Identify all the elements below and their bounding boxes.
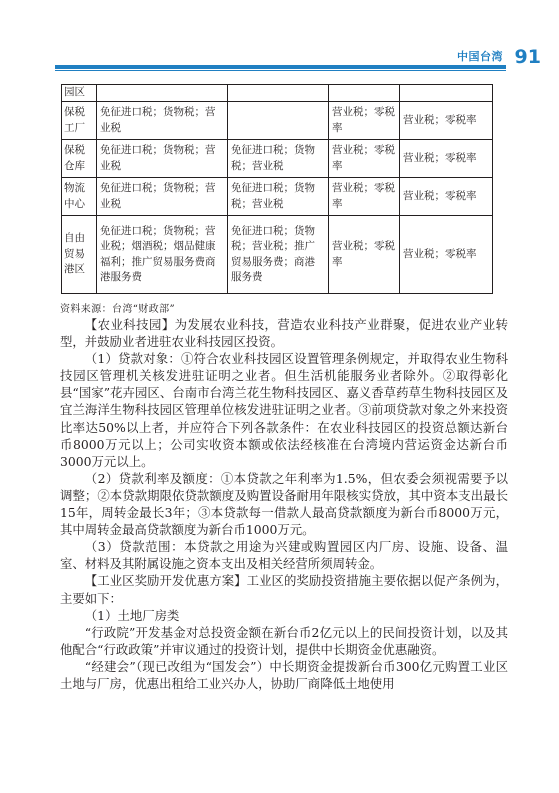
table-cell: 免征进口税；货物税；营业税: [97, 102, 228, 140]
tax-zone-table: [61, 84, 493, 294]
paragraph: 【工业区奖励开发优惠方案】工业区的奖励投资措施主要依据以促产条例为，主要如下：: [60, 573, 508, 606]
paragraph: （2）贷款利率及额度：①本贷款之年利率为1.5%，但农委会须视需要予以调整；②本贷款期限依贷款额度及购置设备耐用年限核实贷放，其中资本支出最长15年，周转金最长3年；③本贷款每一借款人最高贷款额度为新台币8000万元，其中周转金最高贷款额度为新台币1000万元。: [60, 470, 508, 538]
table-row: [62, 102, 493, 140]
table-cell: 免征进口税；货物税；营业税；烟酒税；烟品健康福利；推广贸易服务费商港服务费: [97, 216, 228, 294]
table-cell: 保税仓库: [62, 140, 97, 178]
running-title: 中国台湾: [457, 50, 503, 63]
table-row: [62, 178, 493, 216]
paragraph: （3）贷款范围：本贷款之用途为兴建或购置园区内厂房、设施、设备、温室、材料及其附属设施之资本支出及相关经营所须周转金。: [60, 539, 508, 572]
table-source-note: 资料来源：台湾“财政部”: [60, 304, 176, 315]
table-cell: [329, 85, 400, 102]
table-cell: 园区: [62, 85, 97, 102]
table-cell: 物流中心: [62, 178, 97, 216]
table-cell: 保税工厂: [62, 102, 97, 140]
table-cell: 免征进口税；货物税；营业税: [97, 140, 228, 178]
table-cell: 免征进口税；货物税；营业税: [97, 178, 228, 216]
paragraph: （1）土地厂房类: [84, 607, 180, 623]
table-cell: 营业税；零税率: [329, 216, 400, 294]
table-cell: 营业税；零税率: [400, 140, 493, 178]
table-cell: 营业税；零税率: [329, 102, 400, 140]
table-cell: 营业税；零税率: [329, 140, 400, 178]
table-cell: 营业税；零税率: [400, 216, 493, 294]
header-rule: [55, 65, 506, 69]
table-cell: [228, 102, 329, 140]
table-cell: 营业税；零税率: [400, 102, 493, 140]
table-cell: [228, 85, 329, 102]
header-rule-thin: [55, 70, 506, 71]
body-text: [60, 316, 508, 692]
table-cell: 免征进口税；货物税；营业税；推广贸易服务费；商港服务费: [228, 216, 329, 294]
table-row: [62, 216, 493, 294]
table-cell: 营业税；零税率: [329, 178, 400, 216]
paragraph: “行政院”开发基金对总投资金额在新台币2亿元以上的民间投资计划，以及其他配合“行政政策”并审议通过的投资计划，提供中长期资金优惠融资。: [60, 624, 508, 657]
paragraph: “经建会”（现已改组为“国发会”）中长期资金提拨新台币300亿元购置工业区土地与厂房，优惠出租给工业兴办人，协助厂商降低土地使用: [60, 658, 508, 691]
table-row: [62, 140, 493, 178]
table-cell: [400, 85, 493, 102]
table-cell: 免征进口税；货物税；营业税: [228, 140, 329, 178]
page-number: 91: [514, 46, 541, 68]
page-header: [0, 48, 559, 74]
table-cell: [97, 85, 228, 102]
table-row: [62, 85, 493, 102]
paragraph: 【农业科技园】为发展农业科技，营造农业科技产业群聚，促进农业产业转型，并鼓励业者进驻农业科技园区投资。: [60, 317, 508, 350]
table-cell: 免征进口税；货物税；营业税: [228, 178, 329, 216]
table-cell: 营业税；零税率: [400, 178, 493, 216]
paragraph: （1）贷款对象：①符合农业科技园区设置管理条例规定，并取得农业生物科技园区管理机关核发进驻证明之业者。但生活机能服务业者除外。②取得彰化县“国家”花卉园区、台南市台湾兰花生物科技园区、嘉义香草药草生物科技园区及宜兰海洋生物科技园区管理单位核发进驻证明之业者。③前项贷款对象之外来投资比率达50%以上者，并应符合下列各款条件：在农业科技园区的投资总额达新台币8000万元以上；公司实收资本额或依法经核准在台湾境内营运资金达新台币3000万元以上。: [60, 351, 508, 469]
table-cell: 自由贸易港区: [62, 216, 97, 294]
